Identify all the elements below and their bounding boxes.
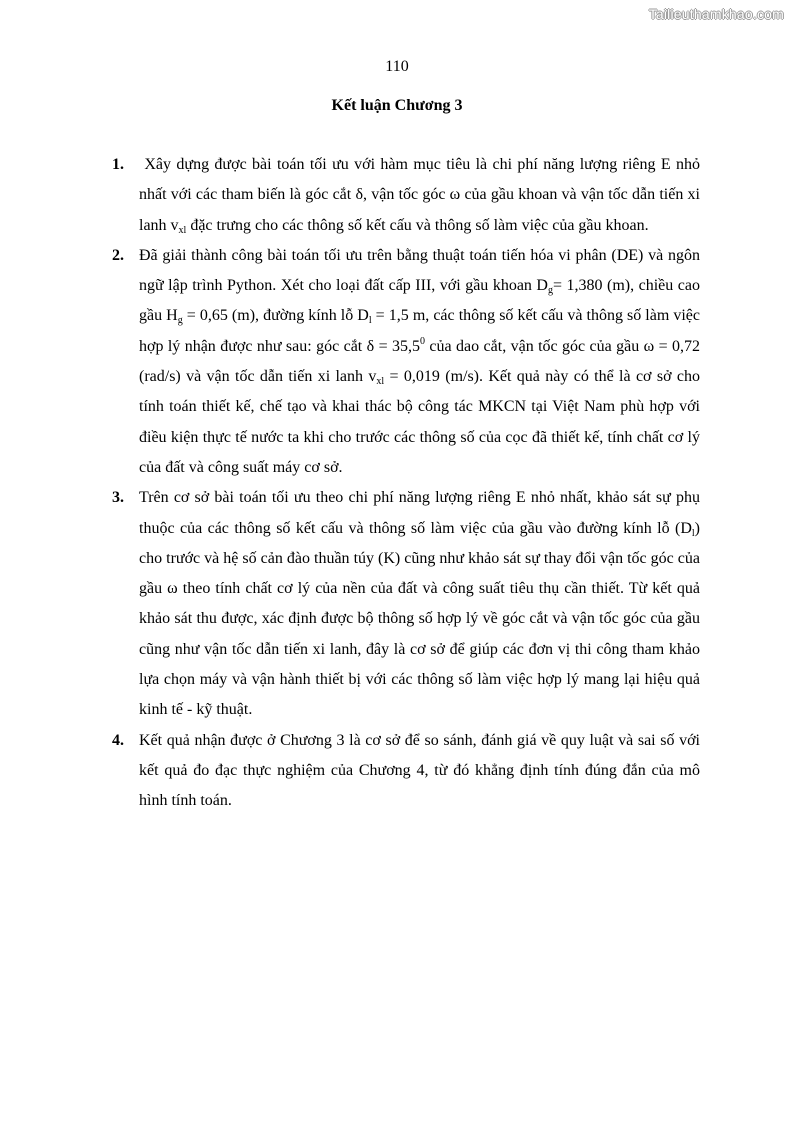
conclusion-item-3 <box>112 483 700 725</box>
conclusion-item-1 <box>112 150 700 241</box>
conclusion-item-4 <box>112 726 700 817</box>
item-text: Trên cơ sở bài toán tối ưu theo chi phí năng lượng riêng E nhỏ nhất, khảo sát sự phụ thuộc của các thông số kết cấu và thông số làm việc của gầu vào đường kính lỗ $(D_l)$ cho trước và hệ số cản đào thuần túy (K) cũng như khảo sát sự thay đổi vận tốc góc của gầu ω theo tính chất cơ lý của nền của đất và công suất tiêu thụ cần thiết. Từ kết quả khảo sát thu được, xác định được bộ thông số hợp lý về góc cắt và vận tốc góc của gầu cũng như vận tốc dẫn tiến xi lanh, đây là cơ sở để giúp các đơn vị thi công tham khảo lựa chọn máy và vận hành thiết bị với các thông số làm việc hợp lý mang lại hiệu quả kinh tế - kỹ thuật. <box>139 489 700 719</box>
chapter-title: Kết luận Chương 3 <box>331 97 463 114</box>
item-text: Kết quả nhận được ở Chương 3 là cơ sở để so sánh, đánh giá về quy luật và sai số với kết quả đo đạc thực nghiệm của Chương 4, từ đó khẳng định tính đúng đắn của mô hình tính toán. <box>139 731 700 810</box>
item-number: 2. <box>112 246 124 264</box>
item-number: 3. <box>112 489 124 507</box>
conclusion-list <box>112 150 700 817</box>
item-text: Xây dựng được bài toán tối ưu với hàm mục tiêu là chi phí năng lượng riêng E nhỏ nhất với các tham biến là góc cắt δ, vận tốc góc ω của gầu khoan và vận tốc dẫn tiến xi lanh $v_{xl}$ đặc trưng cho các thông số kết cấu và thông số làm việc của gầu khoan. <box>139 156 701 236</box>
page-number: 110 <box>385 58 409 75</box>
item-text: Đã giải thành công bài toán tối ưu trên bằng thuật toán tiến hóa vi phân (DE) và ngôn ngữ lập trình Python. Xét cho loại đất cấp III, với gầu khoan $D_g= 1,380$ (m), chiều cao gầu $H_g = 0,65$ (m), đường kính lỗ $D_l = 1,5$ m, các thông số kết cấu và thông số làm việc hợp lý nhận được như sau: góc cắt $\delta = 35,5^0$ của dao cắt, vận tốc góc của gầu ω = 0,72 (rad/s) và vận tốc dẫn tiến xi lanh $v_{xl} = 0,019$ (m/s). Kết quả này có thể là cơ sở cho tính toán thiết kế, chế tạo và khai thác bộ công tác MKCN tại Việt Nam phù hợp với điều kiện thực tế nước ta khi cho trước các thông số của cọc đã thiết kế, tính chất cơ lý của đất và công suất máy cơ sở. <box>139 246 701 476</box>
conclusion-item-2 <box>112 241 700 483</box>
item-number: 1. <box>112 156 124 173</box>
watermark: Tailieuthamkhao.com <box>648 6 784 22</box>
item-number: 4. <box>112 731 124 749</box>
